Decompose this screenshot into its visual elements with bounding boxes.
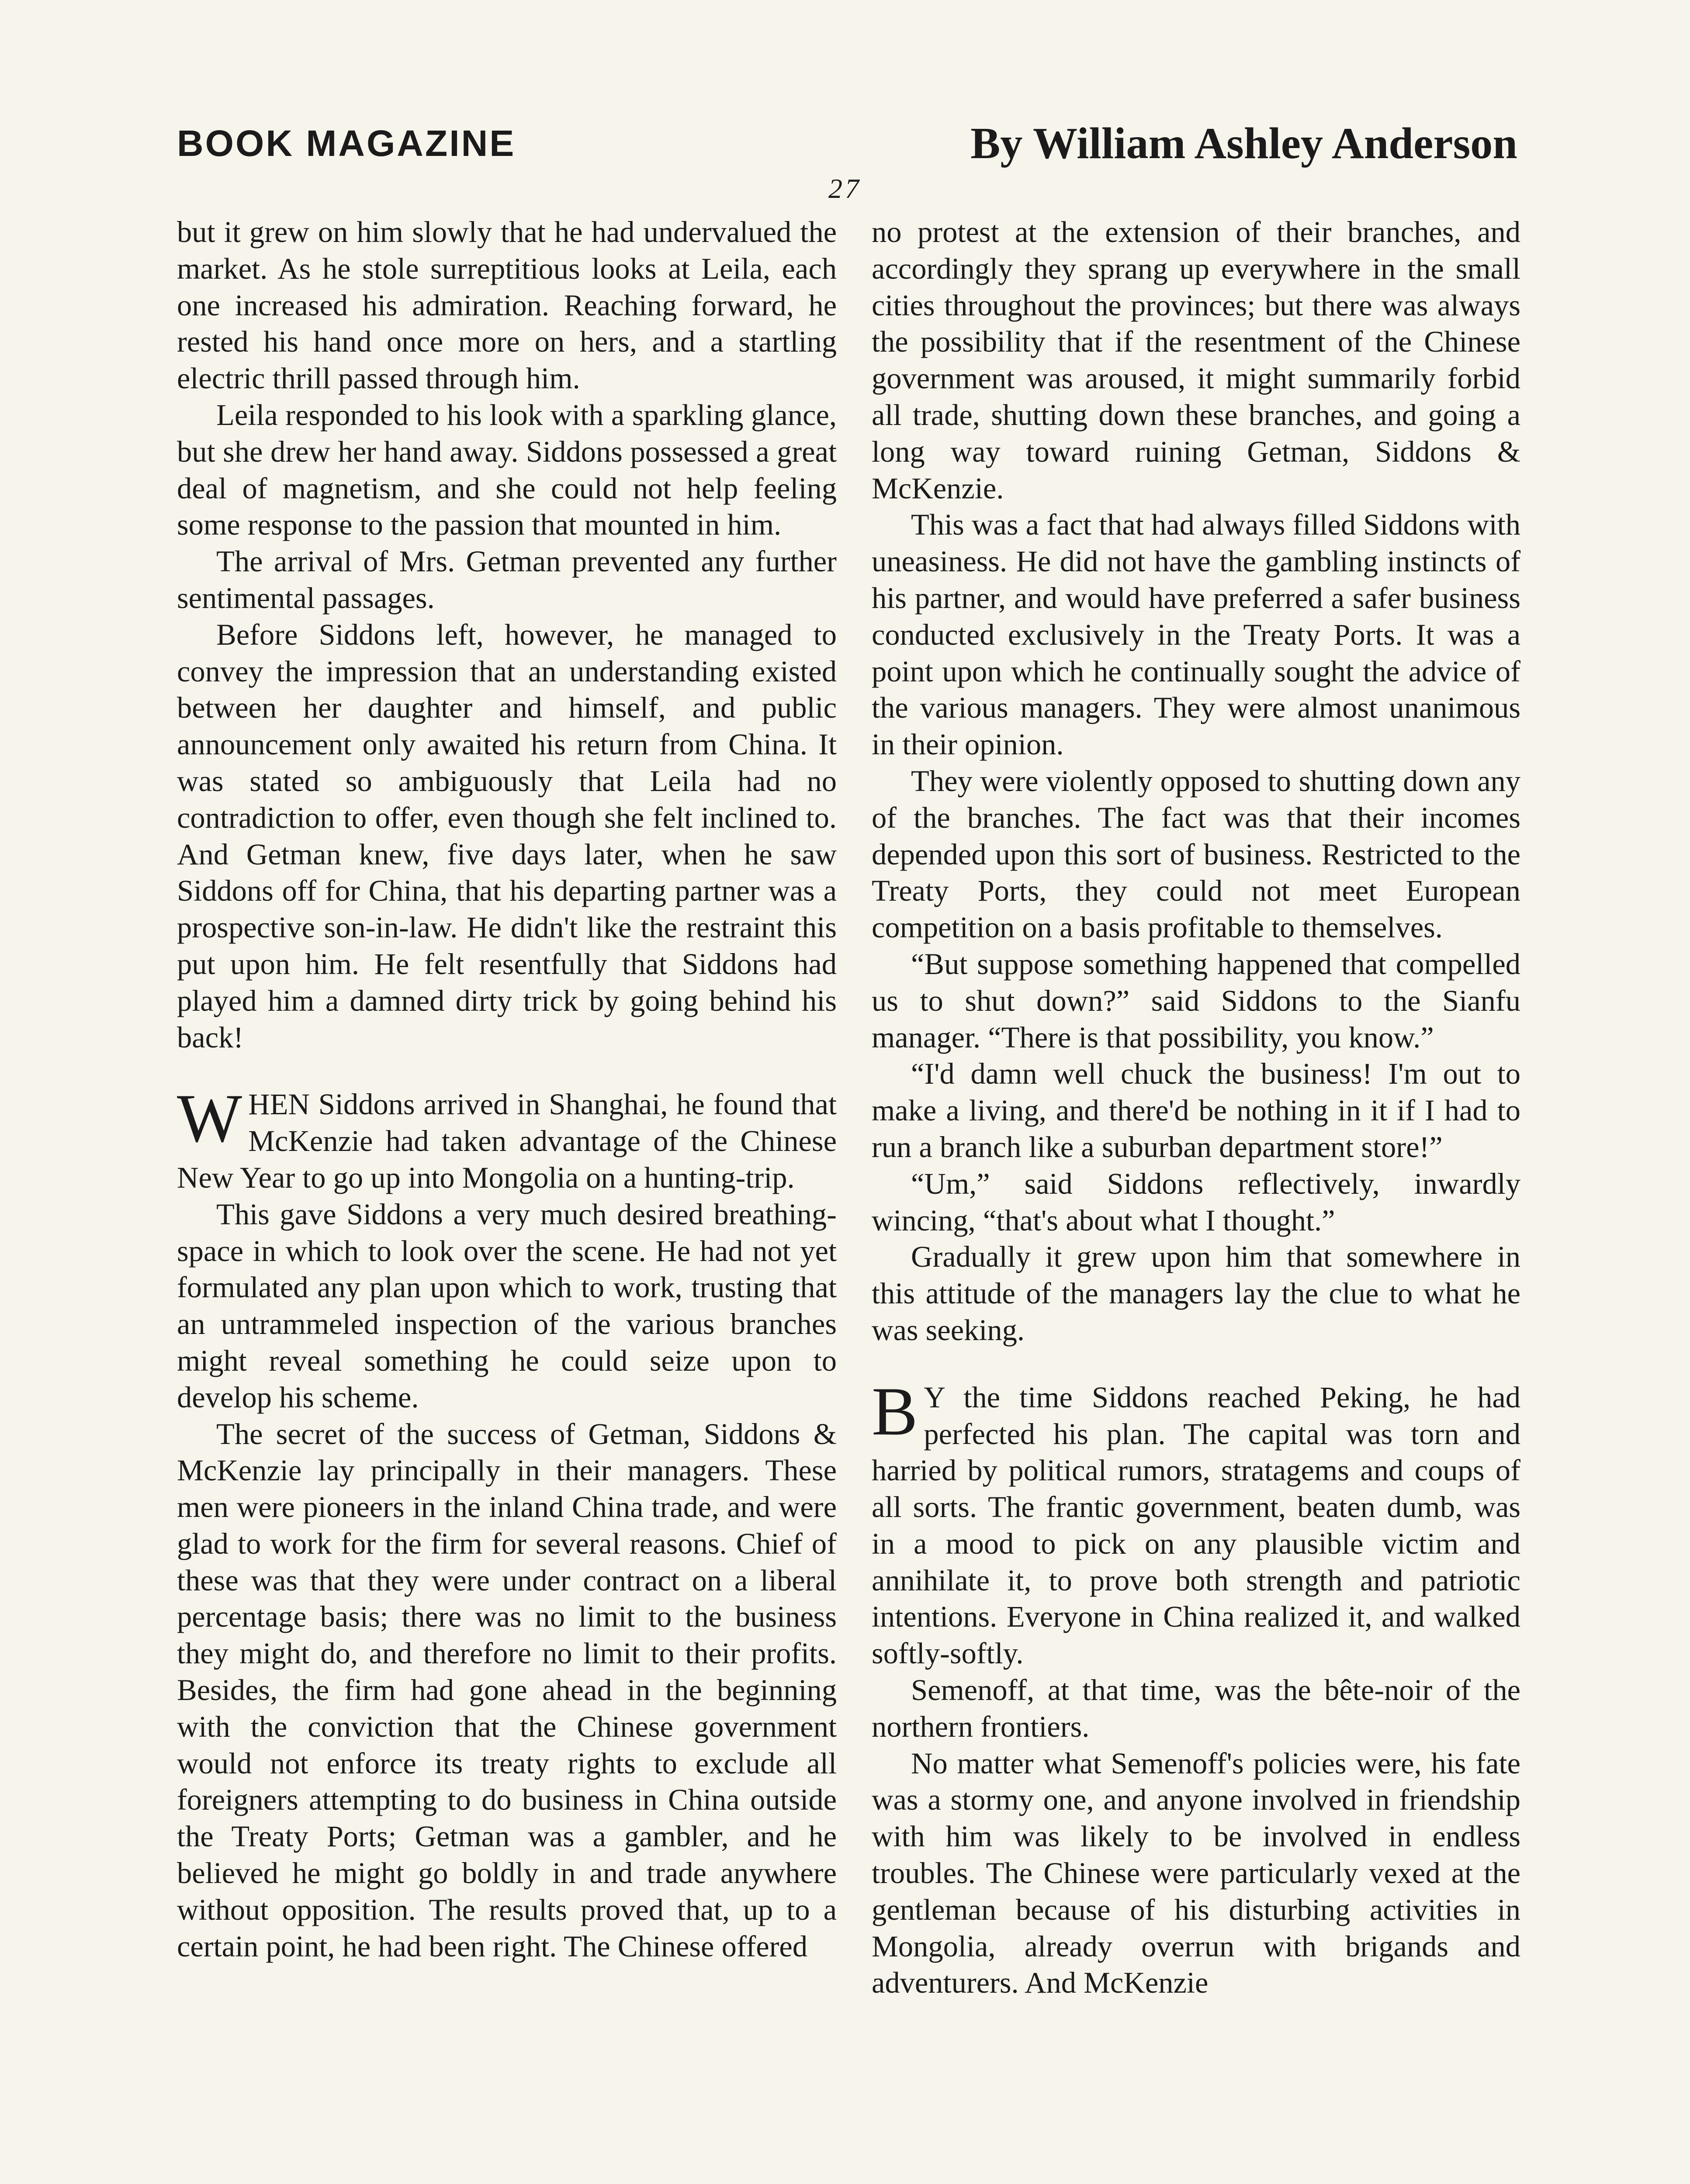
paragraph: No matter what Semenoff's policies were, his fate was a stormy one, and anyone involved in friendship with him was likely to be involved in endless troubles. The Chinese were particularly vexed at the gentleman because of his disturbing activities in Mongolia, already overrun with brigands and adventurers. And McKenzie bbox=[872, 1746, 1520, 2000]
paragraph: The arrival of Mrs. Getman prevented any further sentimental passages. bbox=[177, 545, 837, 615]
magazine-title: BOOK MAGAZINE bbox=[177, 123, 516, 164]
paragraph: Leila responded to his look with a sparkling glance, but she drew her hand away. Siddons possessed a great deal of magnetism, and she could not help feeling some response to the passion that mounted in him. bbox=[177, 398, 837, 542]
section-break bbox=[872, 1349, 1520, 1379]
page-number: 27 bbox=[828, 173, 862, 204]
paragraph-with-dropcap bbox=[872, 1373, 1520, 1672]
paragraph: This was a fact that had always filled Siddons with uneasiness. He did not have the gambling instincts of his partner, and would have preferred a safer business conducted exclusively in the Treaty Ports. It was a point upon which he continually sought the advice of the various managers. They were almost unanimous in their opinion. bbox=[872, 508, 1520, 761]
paragraph-with-dropcap bbox=[177, 1080, 837, 1196]
paragraph: This gave Siddons a very much desired breathing-space in which to look over the scene. He had not yet formulated any plan upon which to work, trusting that an untrammeled inspection of the various branches might reveal something he could seize upon to develop his scheme. bbox=[177, 1197, 837, 1414]
paragraph-text: HEN Siddons arrived in Shanghai, he found that McKenzie had taken advantage of the Chinese New Year to go up into Mongolia on a hunting-trip. bbox=[177, 1088, 837, 1194]
paragraph: no protest at the extension of their branches, and accordingly they sprang up everywhere in the small cities throughout the provinces; but there was always the possibility that if the resentment of the Chinese government was aroused, it might summarily forbid all trade, shutting down these branches, and going a long way toward ruining Getman, Siddons & McKenzie. bbox=[872, 215, 1520, 505]
paragraph: Before Siddons left, however, he managed to convey the impression that an understanding existed between her daughter and himself, and public announcement only awaited his return from China. It was stated so ambiguously that Leila had no contradiction to offer, even though she felt inclined to. And Getman knew, five days later, when he saw Siddons off for China, that his departing partner was a prospective son-in-law. He didn't like the restraint this put upon him. He felt resentfully that Siddons had played him a damned dirty trick by going behind his back! bbox=[177, 618, 837, 1054]
paragraph-text: Y the time Siddons reached Peking, he had perfected his plan. The capital was torn and harried by political rumors, stratagems and coups of all sorts. The frantic government, beaten dumb, was in a mood to pick on any plausible victim and annihilate it, to prove both strength and patriotic intentions. Everyone in China realized it, and walked softly-softly. bbox=[872, 1380, 1520, 1670]
drop-cap: W bbox=[177, 1080, 242, 1157]
paragraph: The secret of the success of Getman, Siddons & McKenzie lay principally in their managers. These men were pioneers in the inland China trade, and were glad to work for the firm for several reasons. Chief of these was that they were under contract on a liberal percentage basis; there was no limit to the business they might do, and therefore no limit to their profits. Besides, the firm had gone ahead in the beginning with the conviction that the Chinese government would not enforce its treaty rights to exclude all foreigners attempting to do business in China outside the Treaty Ports; Getman was a gambler, and he believed he might go boldly in and trade anywhere without opposition. The results proved that, up to a certain point, he had been right. The Chinese offered bbox=[177, 1417, 837, 1963]
section-break bbox=[177, 1056, 837, 1086]
paragraph: “I'd damn well chuck the business! I'm out to make a living, and there'd be nothing in it if I had to run a branch like a suburban department store!” bbox=[872, 1057, 1520, 1164]
left-column bbox=[177, 214, 837, 1965]
paragraph: “But suppose something happened that compelled us to shut down?” said Siddons to the Sianfu manager. “There is that possibility, you know.” bbox=[872, 947, 1520, 1054]
paragraph: “Um,” said Siddons reflectively, inwardly wincing, “that's about what I thought.” bbox=[872, 1167, 1520, 1237]
paragraph: They were violently opposed to shutting down any of the branches. The fact was that their incomes depended upon this sort of business. Restricted to the Treaty Ports, they could not meet European competition on a basis profitable to themselves. bbox=[872, 764, 1520, 944]
right-column bbox=[872, 214, 1520, 2001]
paragraph: but it grew on him slowly that he had undervalued the market. As he stole surreptitious looks at Leila, each one increased his admiration. Reaching forward, he rested his hand once more on hers, and a startling electric thrill passed through him. bbox=[177, 215, 837, 395]
drop-cap: B bbox=[872, 1373, 918, 1450]
paragraph: Semenoff, at that time, was the bête-noir of the northern frontiers. bbox=[872, 1673, 1520, 1743]
author-byline: By William Ashley Anderson bbox=[970, 119, 1517, 168]
paragraph: Gradually it grew upon him that somewhere in this attitude of the managers lay the clue to what he was seeking. bbox=[872, 1240, 1520, 1347]
